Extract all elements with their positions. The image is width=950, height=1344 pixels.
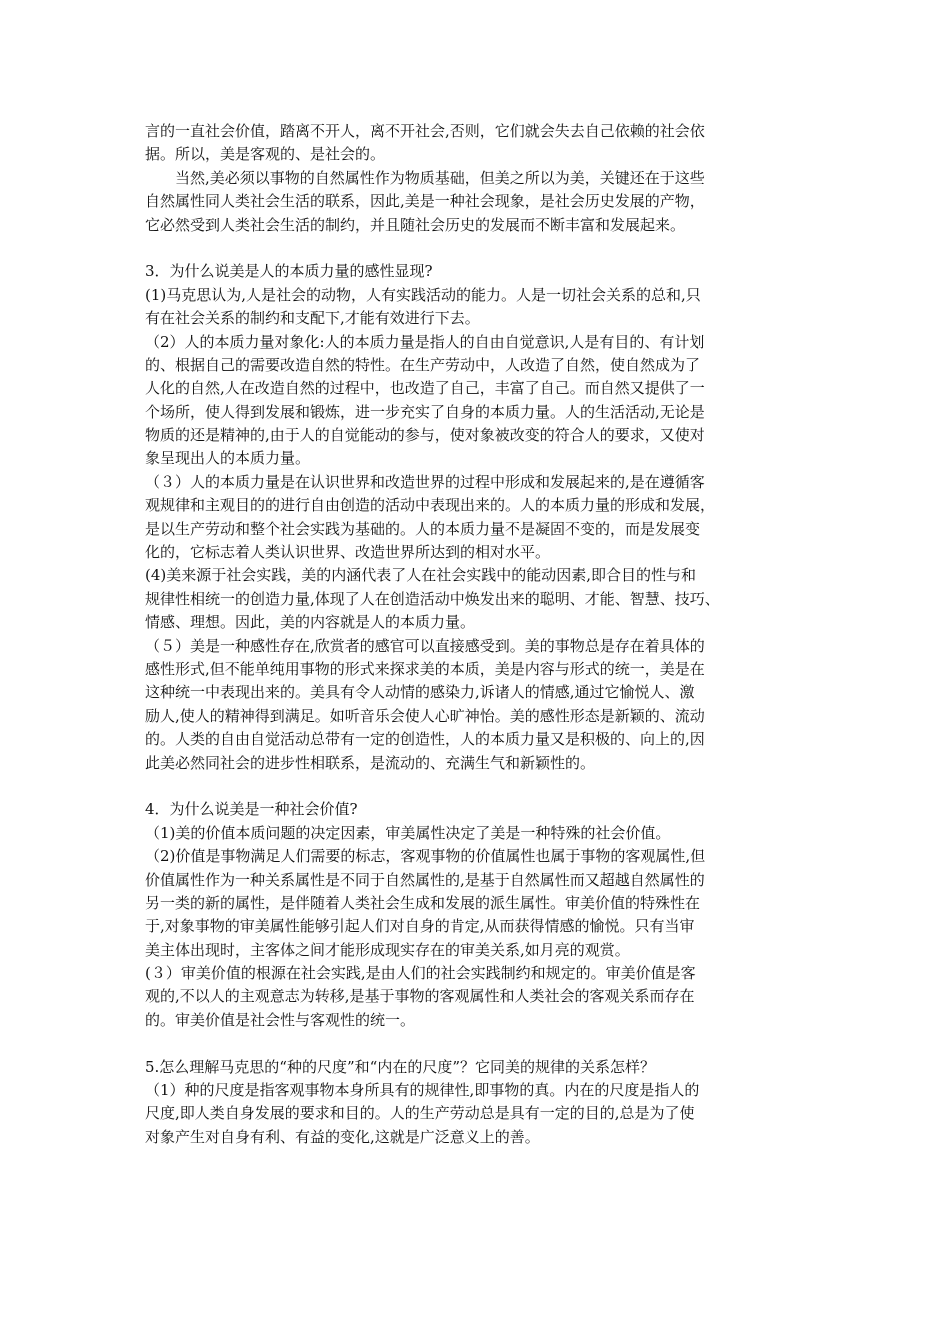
section-q3	[145, 260, 810, 775]
text-line: （2)价值是事物满足人们需要的标志，客观事物的价值属性也属于事物的客观属性,但	[145, 847, 706, 866]
text-line: 规律性相统一的创造力量,体现了人在创造活动中焕发出来的聪明、才能、智慧、技巧、	[145, 589, 720, 608]
text-line: 观规律和主观目的的进行自由创造的活动中表现出来的。人的本质力量的形成和发展，	[145, 496, 716, 515]
section-heading: 4．为什么说美是一种社会价值?	[145, 800, 358, 819]
text-line: （2）人的本质力量对象化:人的本质力量是指人的自由自觉意识,人是有目的、有计划	[145, 332, 705, 351]
section-q5	[145, 1056, 810, 1150]
section-heading: 3．为什么说美是人的本质力量的感性显现?	[145, 262, 433, 281]
text-line: 当然,美必须以事物的自然属性作为物质基础，但美之所以为美，关键还在于这些	[175, 168, 705, 187]
text-line: 个场所，使人得到发展和锻炼，进一步充实了自身的本质力量。人的生活活动,无论是	[145, 402, 705, 421]
text-line: (1)马克思认为,人是社会的动物，人有实践活动的能力。人是一切社会关系的总和,只	[145, 285, 701, 304]
text-line: 是以生产劳动和整个社会实践为基础的。人的本质力量不是凝固不变的，而是发展变	[145, 519, 701, 538]
text-line: 人化的自然,人在改造自然的过程中，也改造了自己，丰富了自己。而自然又提供了一	[145, 379, 705, 398]
text-line: 物质的还是精神的,由于人的自觉能动的参与，使对象被改变的符合人的要求，又使对	[145, 426, 705, 445]
section-heading: 5.怎么理解马克思的“种的尺度”和“内在的尺度”？它同美的规律的关系怎样？	[145, 1057, 655, 1076]
text-line: 价值属性作为一种关系属性是不同于自然属性的,是基于自然属性而又超越自然属性的	[145, 870, 705, 889]
paragraph-dangran	[145, 167, 810, 237]
spacer	[145, 775, 810, 798]
spacer	[145, 237, 810, 260]
text-line: 的。人类的自由自觉活动总带有一定的创造性，人的本质力量又是积极的、向上的,因	[145, 730, 705, 749]
text-line: 励人,使人的精神得到满足。如听音乐会使人心旷神怡。美的感性形态是新颖的、流动	[145, 706, 705, 725]
text-line: (３）审美价值的根源在社会实践,是由人们的社会实践制约和规定的。审美价值是客	[145, 964, 696, 983]
text-line: 自然属性同人类社会生活的联系，因此,美是一种社会现象，是社会历史发展的产物，	[145, 192, 705, 211]
text-line: 的。审美价值是社会性与客观性的统一。	[145, 1010, 416, 1029]
text-line: 象呈现出人的本质力量。	[145, 449, 311, 468]
paragraph-continuation	[145, 120, 810, 167]
text-line: 化的，它标志着人类认识世界、改造世界所达到的相对水平。	[145, 543, 551, 562]
document-page	[145, 120, 810, 1149]
text-line: (4)美来源于社会实践，美的内涵代表了人在社会实践中的能动因素,即合目的性与和	[145, 566, 697, 585]
text-line: 有在社会关系的制约和支配下,才能有效进行下去。	[145, 309, 480, 328]
text-line: （1)美的价值本质问题的决定因素，审美属性决定了美是一种特殊的社会价值。	[145, 823, 671, 842]
text-line: 此美必然同社会的进步性相联系，是流动的、充满生气和新颖性的。	[145, 753, 596, 772]
text-line: 美主体出现时，主客体之间才能形成现实存在的审美关系,如月亮的观赏。	[145, 940, 630, 959]
spacer	[145, 1032, 810, 1055]
text-line: 这种统一中表现出来的。美具有令人动情的感染力,诉诸人的情感,通过它愉悦人、激	[145, 683, 695, 702]
text-line: 的、根据自己的需要改造自然的特性。在生产劳动中，人改造了自然，使自然成为了	[145, 355, 701, 374]
text-line: 尺度,即人类自身发展的要求和目的。人的生产劳动总是具有一定的目的,总是为了使	[145, 1104, 695, 1123]
text-line: （３）人的本质力量是在认识世界和改造世界的过程中形成和发展起来的,是在遵循客	[145, 472, 705, 491]
text-line: 观的,不以人的主观意志为转移,是基于事物的客观属性和人类社会的客观关系而存在	[145, 987, 695, 1006]
text-line: 情感、理想。因此，美的内容就是人的本质力量。	[145, 613, 476, 632]
text-line: 对象产生对自身有利、有益的变化,这就是广泛意义上的善。	[145, 1127, 540, 1146]
text-line: （1）种的尺度是指客观事物本身所具有的规律性,即事物的真。内在的尺度是指人的	[145, 1081, 700, 1100]
text-line: 言的一直社会价值，踏离不开人，离不开社会,否则，它们就会失去自己依赖的社会依	[145, 122, 705, 140]
text-line: 它必然受到人类社会生活的制约，并且随社会历史的发展而不断丰富和发展起来。	[145, 215, 686, 234]
section-q4	[145, 798, 810, 1032]
text-line: 据。所以，美是客观的、是社会的。	[145, 145, 386, 164]
text-line: 于,对象事物的审美属性能够引起人们对自身的肯定,从而获得情感的愉悦。只有当审	[145, 917, 695, 936]
text-line: 另一类的新的属性，是伴随着人类社会生成和发展的派生属性。审美价值的特殊性在	[145, 893, 701, 912]
text-line: （５）美是一种感性存在,欣赏者的感官可以直接感受到。美的事物总是存在着具体的	[145, 636, 705, 655]
text-line: 感性形式,但不能单纯用事物的形式来探求美的本质，美是内容与形式的统一，美是在	[145, 659, 705, 678]
